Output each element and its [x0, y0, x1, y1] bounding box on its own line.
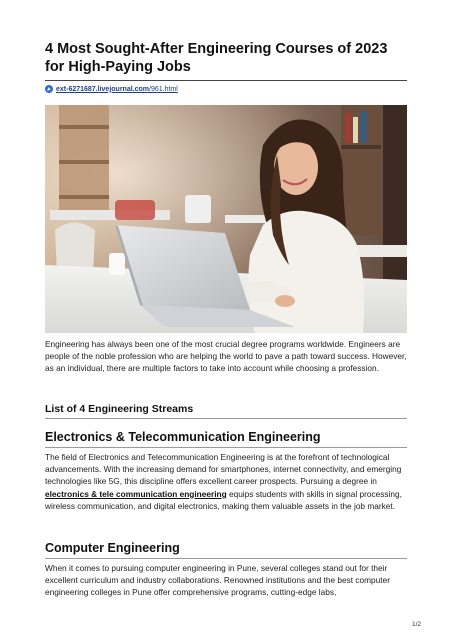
- hero-image: [45, 105, 407, 333]
- section-paragraph-computer: When it comes to pursuing computer engineering in Pune, several colleges stand out for their excellent curriculum and industry collaborations. Renowned institutions and the best computer engineering colleges in Pune offer comprehensive programs, cutting-edge labs,: [45, 563, 390, 598]
- list-heading-divider: [45, 418, 407, 419]
- section-divider-electronics: [45, 447, 407, 448]
- livejournal-logo-icon: [45, 85, 53, 93]
- source-link[interactable]: [45, 83, 178, 95]
- section-heading-electronics: Electronics & Telecommunication Engineering: [45, 430, 321, 444]
- section-text-before-link: The field of Electronics and Telecommunication Engineering is at the forefront of technological advancements. With the increasing demand for smartphones, internet connectivity, and emerging technologies like 5G, this discipline offers excellent career prospects. Pursuing a degree in: [45, 452, 402, 487]
- section-heading-computer: Computer Engineering: [45, 541, 180, 555]
- page-number: 1/2: [412, 621, 422, 628]
- section-text-after-link: equips students with skills in signal processing, wireless communication, and digital electronics, making them valuable assets in the job market.: [45, 488, 402, 511]
- electronics-engineering-link[interactable]: electronics & tele communication engineering: [45, 488, 227, 499]
- title-divider: [45, 80, 407, 81]
- source-link-domain[interactable]: ext-6271687.livejournal.com: [56, 85, 149, 93]
- section-divider-computer: [45, 558, 407, 559]
- section-paragraph-electronics: [45, 451, 407, 512]
- list-heading: List of 4 Engineering Streams: [45, 403, 194, 415]
- article-title: 4 Most Sought-After Engineering Courses of 2023 for High-Paying Jobs: [45, 41, 388, 75]
- source-link-path[interactable]: /961.html: [149, 85, 178, 93]
- intro-paragraph: Engineering has always been one of the most crucial degree programs worldwide. Engineers are people of the noble profession who are helping the world to pave a path toward success. However, as an individual, there are multiple factors to take into account while choosing a profession.: [45, 339, 407, 374]
